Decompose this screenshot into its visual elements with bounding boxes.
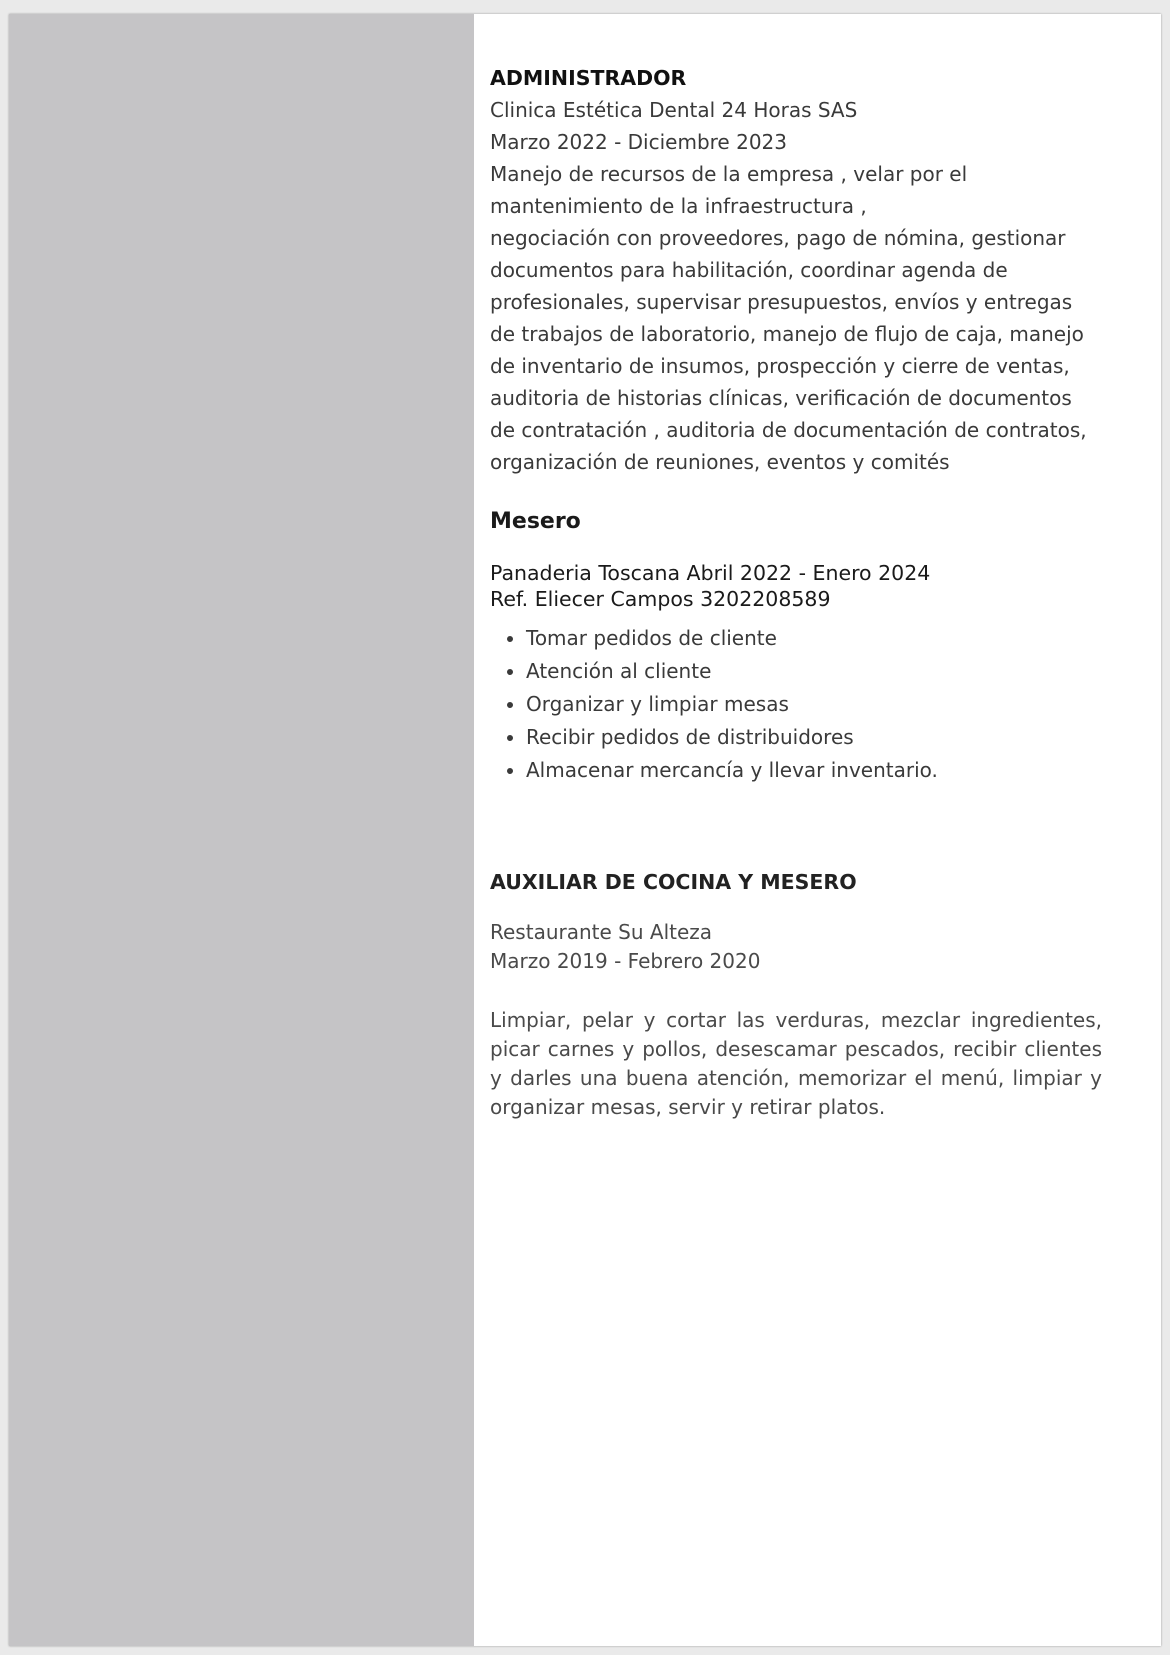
job-entry-administrador [490, 62, 1130, 478]
job-entry-mesero [490, 506, 1130, 787]
description-line: mantenimiento de la infraestructura , [490, 194, 867, 218]
description-line: documentos para habilitación, coordinar agenda de [490, 258, 1008, 282]
description-line: profesionales, supervisar presupuestos, envíos y entregas [490, 290, 1073, 314]
list-item: • Organizar y limpiar mesas [526, 688, 1130, 721]
description-line: Manejo de recursos de la empresa , velar por el [490, 162, 968, 186]
list-item: • Almacenar mercancía y llevar inventario. [526, 754, 1130, 787]
job-company: Restaurante Su Alteza [490, 919, 713, 944]
job-dates: Marzo 2019 - Febrero 2020 [490, 948, 761, 973]
job-description: Limpiar, pelar y cortar las verduras, mezclar ingredientes, picar carnes y pollos, desescamar pescados, recibir clientes y darles una buena atención, memorizar el menú, limpiar y organizar mesas, servir y retirar platos. [490, 1007, 1102, 1119]
experience-column [490, 62, 1130, 1142]
list-item: • Recibir pedidos de distribuidores [526, 721, 1130, 754]
job-title: ADMINISTRADOR [490, 66, 687, 90]
job-company-dates: Panaderia Toscana Abril 2022 - Enero 2024 [490, 561, 931, 585]
sidebar-panel [9, 14, 474, 1646]
job-reference: Ref. Eliecer Campos 3202208589 [490, 587, 831, 611]
description-line: auditoria de historias clínicas, verificación de documentos [490, 386, 1072, 410]
job-title: Mesero [490, 509, 581, 534]
job-title: AUXILIAR DE COCINA Y MESERO [490, 870, 857, 894]
description-line: de trabajos de laboratorio, manejo de flujo de caja, manejo [490, 322, 1084, 346]
list-item: • Atención al cliente [526, 655, 1130, 688]
duties-list [490, 622, 1130, 787]
list-item: • Tomar pedidos de cliente [526, 622, 1130, 655]
document-page [9, 14, 1161, 1646]
description-line: negociación con proveedores, pago de nómina, gestionar [490, 226, 1066, 250]
description-line: de inventario de insumos, prospección y cierre de ventas, [490, 354, 1070, 378]
job-dates: Marzo 2022 - Diciembre 2023 [490, 130, 787, 154]
job-company: Clinica Estética Dental 24 Horas SAS [490, 98, 858, 122]
description-line: organización de reuniones, eventos y comités [490, 450, 950, 474]
job-entry-auxiliar [490, 867, 1130, 1122]
job-description [490, 158, 1130, 478]
description-line: de contratación , auditoria de documentación de contratos, [490, 418, 1087, 442]
